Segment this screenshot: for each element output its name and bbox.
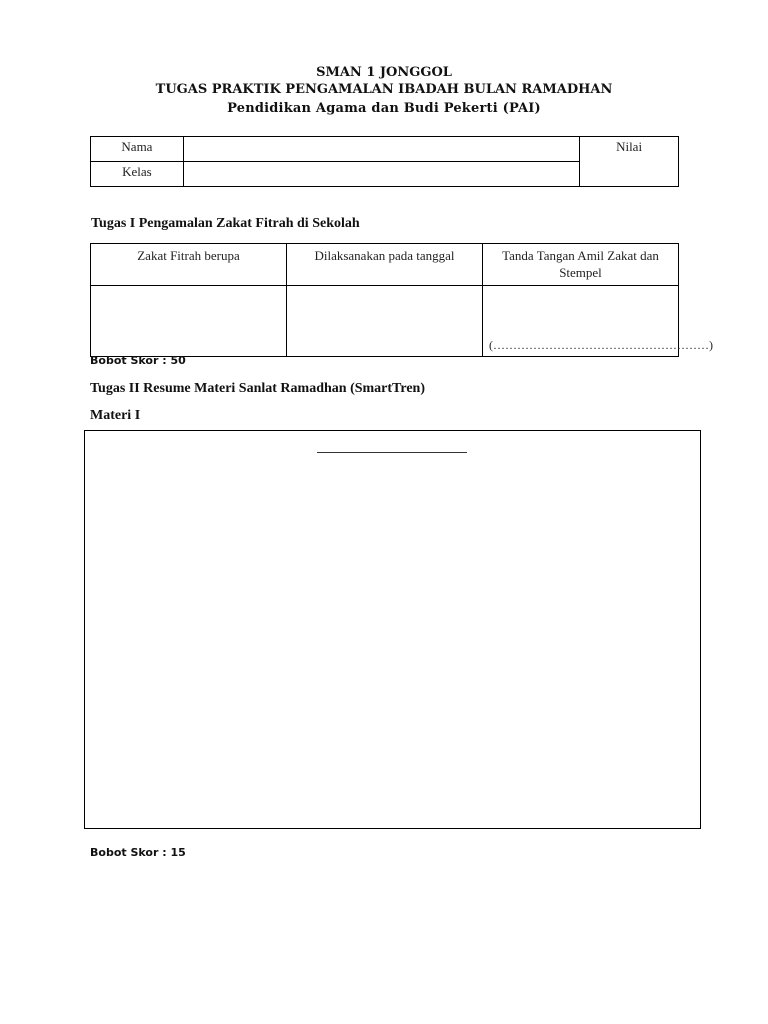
task1-weight: Bobot Skor : 50 bbox=[90, 354, 186, 367]
signature-placeholder: (………………………………………………) bbox=[489, 338, 713, 352]
identity-row-name bbox=[91, 137, 679, 162]
name-label: Nama bbox=[91, 137, 184, 162]
identity-table bbox=[90, 136, 679, 187]
zakat-table bbox=[90, 243, 713, 357]
task2-weight: Bobot Skor : 15 bbox=[90, 846, 186, 859]
zakat-entry-row bbox=[91, 286, 679, 357]
score-cell[interactable]: Nilai bbox=[580, 137, 679, 187]
title-underline bbox=[317, 452, 467, 453]
zakat-signature-field[interactable] bbox=[483, 286, 713, 357]
zakat-date-field[interactable] bbox=[287, 286, 483, 357]
document-title: TUGAS PRAKTIK PENGAMALAN IBADAH BULAN RAMADHAN bbox=[155, 82, 613, 97]
subject-title: Pendidikan Agama dan Budi Pekerti (PAI) bbox=[227, 101, 541, 116]
materi-label: Materi I bbox=[90, 408, 141, 423]
zakat-column-header: Tanda Tangan Amil Zakat dan Stempel bbox=[483, 244, 679, 286]
zakat-column-header: Zakat Fitrah berupa bbox=[91, 244, 287, 286]
class-label: Kelas bbox=[91, 162, 184, 187]
task1-title: Tugas I Pengamalan Zakat Fitrah di Sekolah bbox=[91, 216, 360, 231]
zakat-header-row bbox=[91, 244, 679, 286]
resume-box[interactable] bbox=[84, 430, 701, 829]
zakat-column-header: Dilaksanakan pada tanggal bbox=[287, 244, 483, 286]
school-name: SMAN 1 JONGGOL bbox=[316, 65, 452, 80]
class-field[interactable] bbox=[183, 162, 579, 187]
name-field[interactable] bbox=[183, 137, 579, 162]
zakat-type-field[interactable] bbox=[91, 286, 287, 357]
task2-title: Tugas II Resume Materi Sanlat Ramadhan (SmartTren) bbox=[90, 381, 425, 396]
